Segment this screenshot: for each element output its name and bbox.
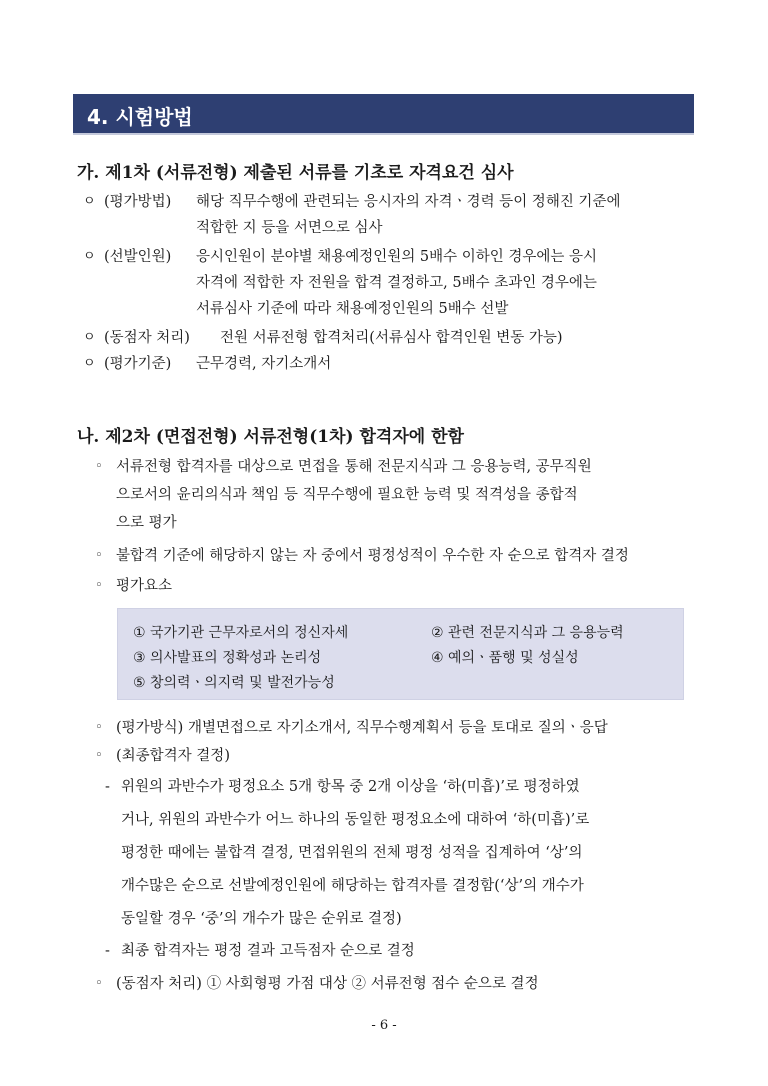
- dash-marker: -: [105, 943, 110, 959]
- evaluation-elements-box: [117, 608, 684, 700]
- para-line: 불합격 기준에 해당하지 않는 자 중에서 평정성적이 우수한 자 순으로 합격자 결정: [116, 548, 629, 564]
- eval-item: ④ 예의ㆍ품행 및 성실성: [431, 650, 579, 666]
- para-line: 으로서의 윤리의식과 책임 등 직무수행에 필요한 능력 및 적격성을 종합적: [116, 487, 578, 503]
- bullet-marker: ㅇ: [83, 330, 96, 345]
- bullet-marker: ◦: [95, 578, 103, 593]
- bullet-marker: ㅇ: [83, 194, 96, 209]
- item-label: (평가방법): [104, 194, 172, 210]
- para-line: 개수많은 순으로 선발예정인원에 해당하는 합격자를 결정함(‘상’의 개수가: [121, 878, 584, 894]
- para-line: 거나, 위원의 과반수가 어느 하나의 동일한 평정요소에 대하여 ‘하(미흡)’로: [121, 812, 590, 828]
- bullet-marker: ◦: [95, 548, 103, 563]
- para-line: (평가방식) 개별면접으로 자기소개서, 직무수행계획서 등을 토대로 질의ㆍ응답: [116, 720, 608, 736]
- section-title: 4. 시험방법: [87, 105, 193, 129]
- para-line: 으로 평가: [116, 515, 177, 531]
- eval-item: ⑤ 창의력ㆍ의지력 및 발전가능성: [133, 675, 335, 691]
- item-text-line: 해당 직무수행에 관련되는 응시자의 자격ㆍ경력 등이 정해진 기준에: [196, 194, 621, 210]
- item-text: 근무경력, 자기소개서: [196, 356, 332, 372]
- eval-item: ② 관련 전문지식과 그 응용능력: [431, 625, 624, 641]
- para-line: 서류전형 합격자를 대상으로 면접을 통해 전문지식과 그 응용능력, 공무직원: [116, 459, 592, 475]
- bullet-marker: ㅇ: [83, 249, 96, 264]
- para-line: 평정한 때에는 불합격 결정, 면접위원의 전체 평정 성적을 집계하여 ‘상’의: [121, 845, 583, 861]
- dash-marker: -: [105, 779, 110, 795]
- part-b-heading: 나. 제2차 (면접전형) 서류전형(1차) 합격자에 한함: [77, 427, 464, 447]
- para-line: 위원의 과반수가 평정요소 5개 항목 중 2개 이상을 ‘하(미흡)’로 평정하였: [121, 779, 580, 795]
- bullet-marker: ◦: [95, 748, 103, 763]
- item-text-line: 자격에 적합한 자 전원을 합격 결정하고, 5배수 초과인 경우에는: [196, 275, 597, 291]
- item-label: (평가기준): [104, 356, 172, 372]
- para-line: (최종합격자 결정): [116, 748, 230, 764]
- para-line: (동점자 처리) ① 사회형평 가점 대상 ② 서류전형 점수 순으로 결정: [116, 976, 539, 992]
- item-label: (선발인원): [104, 249, 172, 265]
- para-line: 평가요소: [116, 578, 173, 594]
- item-label: (동점자 처리): [104, 330, 190, 346]
- item-text: 전원 서류전형 합격처리(서류심사 합격인원 변동 가능): [220, 330, 563, 346]
- item-text-line: 응시인원이 분야별 채용예정인원의 5배수 이하인 경우에는 응시: [196, 249, 598, 265]
- part-a-heading: 가. 제1차 (서류전형) 제출된 서류를 기초로 자격요건 심사: [77, 163, 514, 183]
- para-line: 동일할 경우 ‘중’의 개수가 많은 순위로 결정): [121, 911, 402, 927]
- bullet-marker: ◦: [95, 459, 103, 474]
- bullet-marker: ㅇ: [83, 356, 96, 371]
- item-text-line: 적합한 지 등을 서면으로 심사: [196, 220, 383, 236]
- bullet-marker: ◦: [95, 720, 103, 735]
- eval-item: ① 국가기관 근무자로서의 정신자세: [133, 625, 349, 641]
- section-title-bar: [73, 94, 694, 135]
- page-number: - 6 -: [371, 1018, 397, 1033]
- para-line: 최종 합격자는 평정 결과 고득점자 순으로 결정: [121, 943, 415, 959]
- item-text-line: 서류심사 기준에 따라 채용예정인원의 5배수 선발: [196, 301, 509, 317]
- bullet-marker: ◦: [95, 976, 103, 991]
- eval-item: ③ 의사발표의 정확성과 논리성: [133, 650, 322, 666]
